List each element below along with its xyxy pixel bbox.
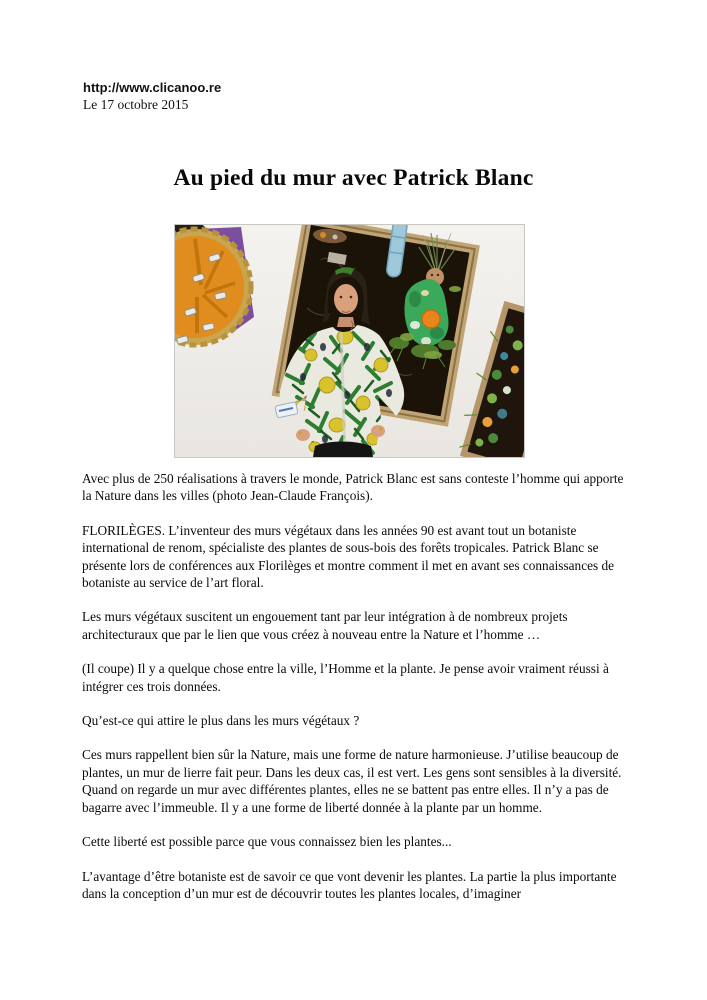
article-photo [175,225,524,457]
paragraph: FLORILÈGES. L’inventeur des murs végétaux dans les années 90 est avant tout un botaniste international de renom, spécialiste des plantes de sous-bois des forêts tropicales. Patrick Blanc se présente lors de conférences aux Florilèges et montre comment il met en avant ses connaissances de botaniste au service de l’art floral. [82,522,615,591]
date-line: Le 17 octobre 2015 [83,97,189,112]
article-photo-illustration [175,225,524,457]
paragraph: Qu’est-ce qui attire le plus dans les murs végétaux ? [82,713,360,729]
article-title: Au pied du mur avec Patrick Blanc [173,164,534,191]
paragraph: L’avantage d’être botaniste est de savoir ce que vont devenir les plantes. La partie la plus importante dans la conception d’un mur est de découvrir toutes les plantes locales, d’imaginer [82,868,617,901]
paragraph: Cette liberté est possible parce que vous connaissez bien les plantes... [82,834,452,850]
article-body [82,470,635,919]
source-url: http://www.clicanoo.re [83,80,222,95]
document-header [83,80,221,113]
paragraph: Avec plus de 250 réalisations à travers le monde, Patrick Blanc est sans conteste l’homme qui apporte la Nature dans les villes (photo Jean-Claude François). [82,471,624,504]
paragraph: Les murs végétaux suscitent un engouement tant par leur intégration à de nombreux projets architecturaux que par le lien que vous créez à nouveau entre la Nature et l’homme … [82,609,568,642]
paragraph: Ces murs rappellent bien sûr la Nature, mais une forme de nature harmonieuse. J’utilise beaucoup de plantes, un mur de lierre fait peur. Dans les deux cas, il est vert. Les gens sont sensibles à la diversité. Quand on regarde un mur avec différentes plantes, elles ne se battent pas entre elles. Il n’y a pas de bagarre avec l’immeuble. Il y a une forme de liberté donnée à la plante par un homme. [82,747,622,815]
paragraph: (Il coupe) Il y a quelque chose entre la ville, l’Homme et la plante. Je pense avoir vraiment réussi à intégrer ces trois données. [82,661,609,694]
